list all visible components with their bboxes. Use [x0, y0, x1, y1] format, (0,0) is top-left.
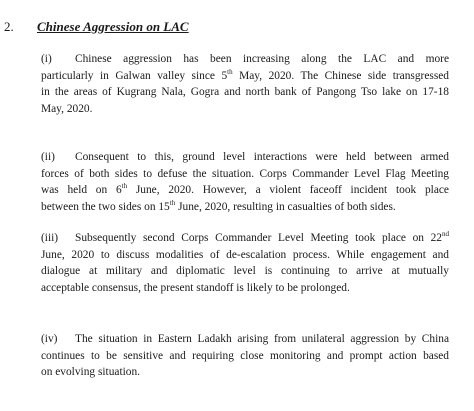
text-segment: Chinese aggression has been increasing along the LAC and more: [75, 53, 449, 65]
text-segment: forces of both sides to defuse the situation. Corps Commander Level Flag Meeting: [41, 167, 449, 180]
text-segment: June, 2020, resulting in casualties of both sides.: [175, 200, 396, 213]
text-segment: was held on 6: [41, 184, 122, 197]
text-segment: June, 2020 to discuss modalities of de-escalation process. While engagement and: [41, 248, 449, 261]
paragraph-line: [41, 68, 449, 85]
text-segment: particularly in Galwan valley since 5: [41, 69, 228, 82]
paragraph-line: [41, 348, 449, 365]
paragraph-line: [41, 84, 449, 101]
text-segment: June, 2020. However, a violent faceoff incident took place: [127, 184, 449, 197]
paragraph-line: [41, 51, 449, 68]
paragraph-line: [41, 199, 449, 216]
section-number: 2.: [4, 19, 14, 34]
paragraph-line: [41, 166, 449, 183]
section-title: Chinese Aggression on LAC: [37, 19, 189, 34]
text-segment: Subsequently second Corps Commander Level Meeting took place on 22: [75, 232, 442, 244]
paragraph-3: [41, 230, 449, 296]
ordinal-suffix: th: [227, 67, 233, 76]
paragraph-marker: (ii): [41, 151, 55, 163]
text-segment: on evolving situation.: [41, 366, 141, 379]
paragraph-line: [41, 149, 449, 166]
paragraph-4: [41, 331, 449, 381]
text-segment: May, 2020.: [41, 102, 93, 115]
paragraph-line: [41, 101, 449, 118]
text-segment: May, 2020. The Chinese side transgressed: [232, 69, 449, 82]
paragraph-line: [41, 263, 449, 280]
ordinal-suffix: th: [169, 198, 176, 207]
text-segment: acceptable consensus, the present standoff is likely to be prolonged.: [41, 281, 350, 294]
text-segment: The situation in Eastern Ladakh arising from unilateral aggression by China: [75, 333, 449, 345]
paragraph-marker: (i): [41, 53, 52, 65]
paragraph-line: [41, 182, 449, 199]
text-segment: continues to be sensitive and requiring close monitoring and prompt action based: [41, 349, 449, 362]
paragraph-line: [41, 364, 449, 381]
section-heading: [0, 18, 474, 38]
paragraph-1: [41, 51, 449, 117]
text-segment: between the two sides on 15: [41, 200, 170, 213]
ordinal-suffix: th: [121, 182, 128, 191]
paragraph-line: [41, 247, 449, 264]
paragraph-marker: (iv): [41, 333, 58, 345]
text-segment: Consequent to this, ground level interactions were held between armed: [75, 151, 449, 163]
text-segment: in the areas of Kugrang Nala, Gogra and north bank of Pangong Tso lake on 17-18: [41, 86, 449, 99]
paragraph-2: [41, 149, 449, 215]
paragraph-marker: (iii): [41, 232, 59, 244]
paragraph-line: [41, 230, 449, 247]
paragraph-line: [41, 331, 449, 348]
ordinal-suffix: nd: [442, 230, 449, 239]
text-segment: dialogue at military and diplomatic level is continuing to arrive at mutually: [41, 265, 449, 278]
paragraph-line: [41, 280, 449, 297]
